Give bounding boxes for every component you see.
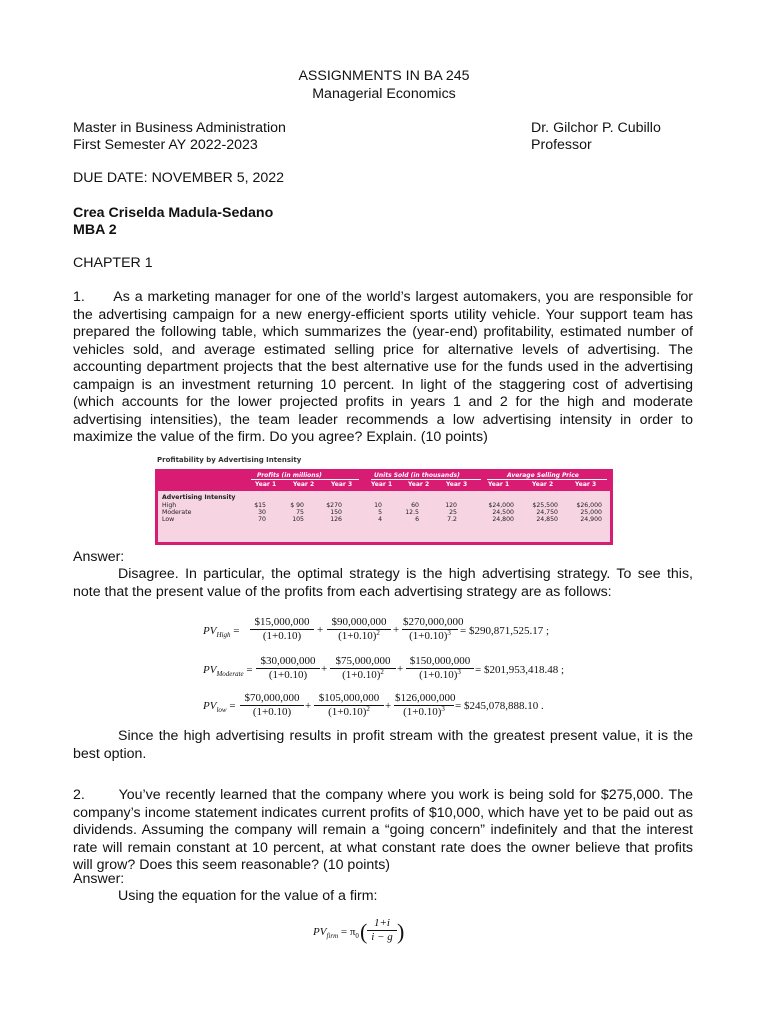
row-label-high: High [162,502,177,509]
pv-term: $\frac{\$270,000,000}{(1+0.10)^3}$ [403,616,464,642]
table-cell: $26,000 [576,502,602,509]
answer-1-para-1: Disagree. In particular, the optimal strategy is the high advertising strategy. To see this, note that the present value of the profits from each advertising strategy are as follows: [73,566,693,600]
table-cell: 150 [330,509,342,516]
program-line-1: Master in Business Administration [73,120,286,136]
year-header: Year 2 [532,481,554,488]
table-cell: 24,850 [536,516,558,523]
table-cell: 7.2 [447,516,457,523]
table-cell: 120 [445,502,457,509]
table-cell: 126 [330,516,342,523]
pv-label: $PV_{Moderate}$ = [203,664,253,678]
year-header: Year 3 [446,481,468,488]
answer-2-label: Answer: [73,871,125,887]
due-date: DUE DATE: NOVEMBER 5, 2022 [73,170,285,186]
instructor-role: Professor [531,137,592,153]
year-header: Year 3 [575,481,597,488]
plus-sign: + [305,700,312,712]
plus-sign: + [385,700,392,712]
table-cell: 30 [258,509,266,516]
table-cell: 25 [449,509,457,516]
table-cell: 105 [292,516,304,523]
doc-subtitle: Managerial Economics [312,86,456,102]
pv-term: $\frac{\$90,000,000}{(1+0.10)^2}$ [327,616,391,644]
profitability-table [155,456,613,545]
row-header: Advertising Intensity [162,494,236,501]
table-cell: 24,750 [536,509,558,516]
right-paren: ) [397,919,405,944]
pv-result: = $290,871,525.17 ; [460,625,550,637]
table-cell: $ 90 [290,502,304,509]
answer-2-line: Using the equation for the value of a firm: [118,888,378,904]
instructor-name: Dr. Gilchor P. Cubillo [531,120,661,136]
left-paren: ( [360,919,368,944]
table-cell: 24,900 [580,516,602,523]
table-header [155,469,613,491]
group-underline [487,479,607,480]
group-underline [251,479,359,480]
table-cell: 25,000 [580,509,602,516]
year-header: Year 3 [331,481,353,488]
table-cell: 60 [411,502,419,509]
table-frame [155,469,613,545]
group-price: Average Selling Price [507,472,579,479]
year-header: Year 1 [371,481,393,488]
row-label-moderate: Moderate [162,509,192,516]
plus-sign: + [393,624,400,636]
table-cell: 24,800 [492,516,514,523]
table-cell: $24,000 [488,502,514,509]
group-profits: Profits (in millions) [257,472,322,479]
pv-result: = $201,953,418.48 ; [475,664,565,676]
table-cell: $25,500 [532,502,558,509]
answer-1-para-2: Since the high advertising results in profit stream with the greatest present value, it is the best option. [73,728,693,762]
table-cell: 24,500 [492,509,514,516]
table-cell: 4 [378,516,382,523]
year-header: Year 1 [488,481,510,488]
pv-term: $\frac{\$150,000,000}{(1+0.10)^3}$ [406,655,474,683]
row-label-low: Low [162,516,175,523]
student-name: Crea Criselda Madula-Sedano [73,205,274,221]
table-body [158,491,610,542]
year-header: Year 2 [293,481,315,488]
pv-term: $\frac{\$30,000,000}{(1+0.10)}$ [256,655,320,682]
plus-sign: + [317,624,324,636]
student-class: MBA 2 [73,222,117,238]
firm-value-equation: $PV_{firm} = \pi_0$ [313,926,359,940]
chapter-heading: CHAPTER 1 [73,255,153,271]
plus-sign: + [321,663,328,675]
table-cell: $15 [254,502,266,509]
answer-1-label: Answer: [73,549,125,565]
year-header: Year 1 [255,481,277,488]
program-line-2: First Semester AY 2022-2023 [73,137,258,153]
table-cell: $270 [326,502,342,509]
pv-label: $PV_{low}$ = [203,700,236,714]
firm-fraction: $\frac{1+i}{i - g}$ [367,917,397,944]
pv-term: $\frac{\$75,000,000}{(1+0.10)^2}$ [330,655,396,683]
table-cell: 70 [258,516,266,523]
table-cell: 12.5 [405,509,419,516]
pv-term: $\frac{\$126,000,000}{(1+0.10)^3}$ [395,692,456,718]
question-1: 1. As a marketing manager for one of the world’s largest automakers, you are responsible for the advertising campaign for a new energy-efficient sports utility vehicle. Your support team has prepared the following table, which summarizes the (year-end) profitability, estimated number of vehicles sold, and average estimated selling price for alternative levels of advertising. The accounting department projects that the best alternative use for the funds used in the advertising campaign is an investment returning 10 percent. In light of the staggering cost of advertising (which accounts for the lower projected profits in years 1 and 2 for the high and moderate advertising intensities), the team leader recommends a low advertising intensity in order to maximize the value of the firm. Do you agree? Explain. (10 points) [73,289,697,445]
pv-term: $\frac{\$70,000,000}{(1+0.10)}$ [240,692,304,719]
table-caption: Profitability by Advertising Intensity [157,456,302,464]
pv-label: $PV_{High}$ = [203,625,240,639]
group-units: Units Sold (in thousands) [374,472,460,479]
pv-term: $\frac{\$105,000,000}{(1+0.10)^2}$ [314,692,384,720]
group-underline [371,479,481,480]
pv-term: $\frac{\$15,000,000}{(1+0.10)}$ [250,616,314,643]
year-header: Year 2 [408,481,430,488]
pv-result: = $245,078,888.10 . [455,700,544,712]
table-cell: 6 [415,516,419,523]
table-cell: 5 [378,509,382,516]
table-cell: 10 [374,502,382,509]
table-cell: 75 [296,509,304,516]
question-2: 2. You’ve recently learned that the company where you work is being sold for $275,000. The company’s income statement indicates current profits of $10,000, which have yet to be paid out as dividends. Assuming the company will remain a “going concern” indefinitely and that the interest rate will remain constant at 10 percent, at what constant rate does the owner believe that profits will grow? Does this seem reasonable? (10 points) [73,787,697,873]
plus-sign: + [397,663,404,675]
doc-title: ASSIGNMENTS IN BA 245 [298,68,470,84]
